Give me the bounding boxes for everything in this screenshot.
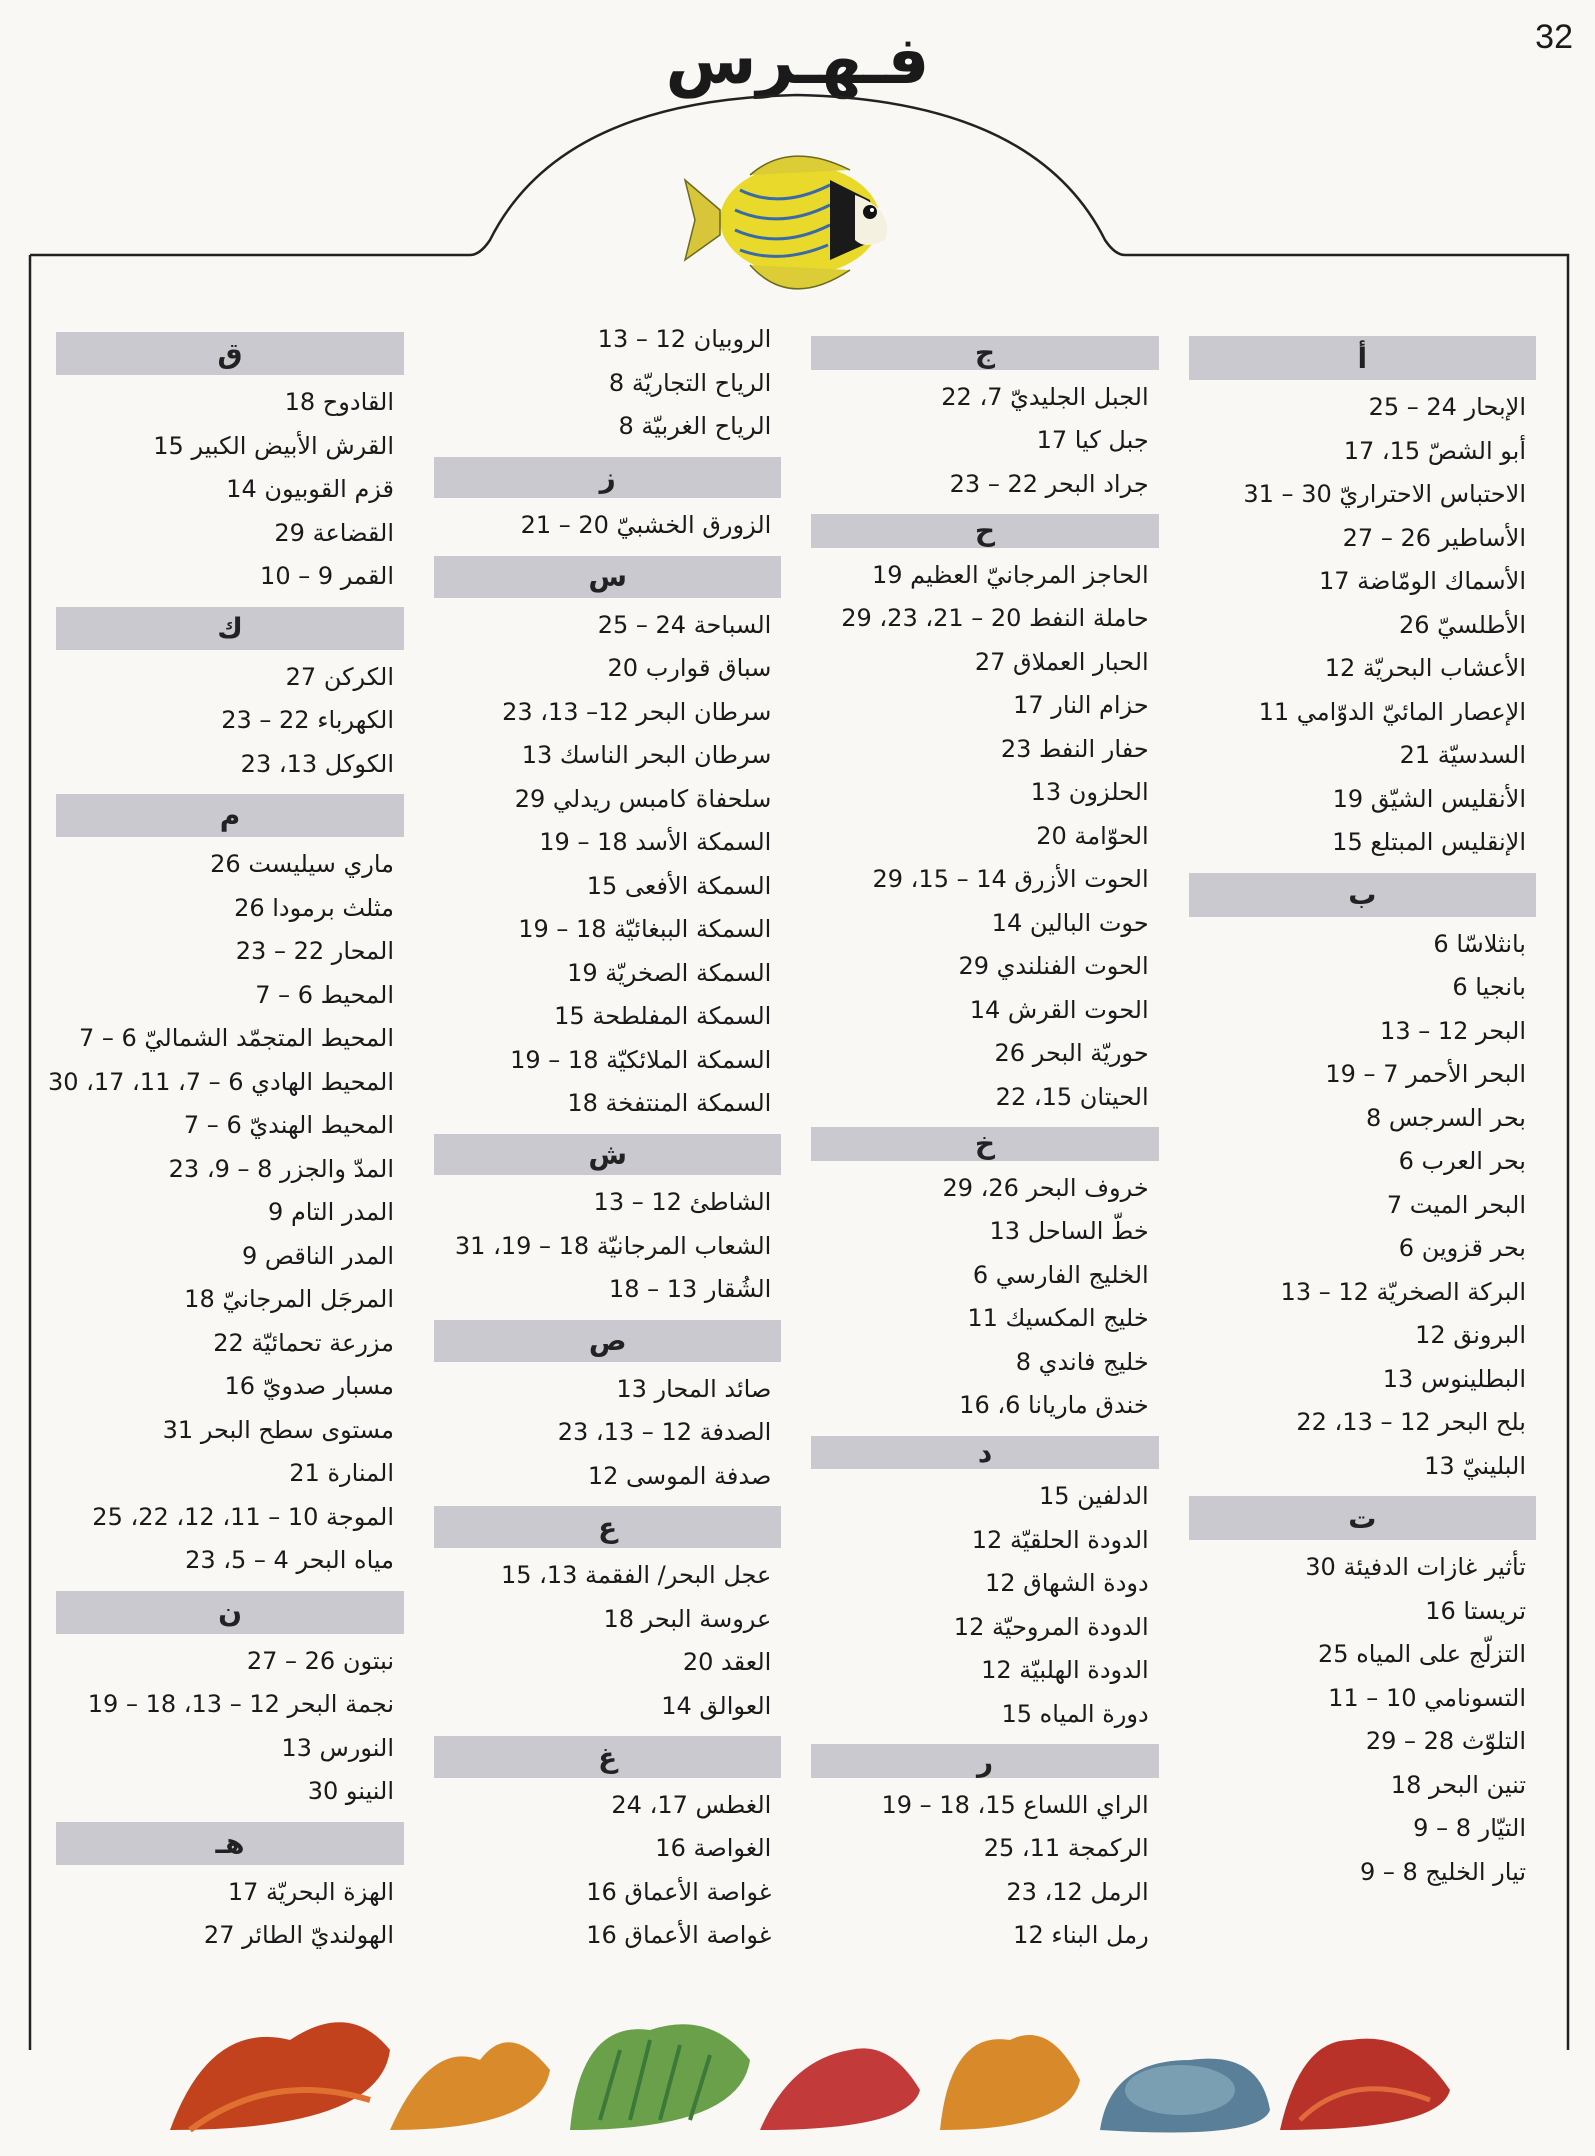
index-entry: السباحة 24 – 25	[597, 610, 772, 639]
index-entry: الحوّامة 20	[1036, 821, 1149, 850]
index-entry: الجبل الجليديّ 7، 22	[941, 382, 1149, 411]
index-column-3	[434, 318, 781, 1958]
index-entry: الحوت الأزرق 14 – 15، 29	[872, 865, 1149, 894]
index-entry: الرمل 12، 23	[1006, 1877, 1149, 1906]
index-entry: الشعاب المرجانيّة 18 – 19، 31	[454, 1231, 772, 1260]
index-entry: بانجيا 6	[1452, 973, 1526, 1001]
index-entry: الروبيان 12 – 13	[597, 325, 772, 353]
index-entry: السمكة المنتفخة 18	[567, 1089, 772, 1118]
index-column-2	[811, 318, 1158, 1958]
letter-header: ح	[811, 514, 1158, 548]
index-entry: العقد 20	[682, 1648, 772, 1677]
index-entry: الكركن 27	[285, 662, 395, 691]
index-entry: تنين البحر 18	[1390, 1770, 1526, 1799]
index-entry: الشاطئ 12 – 13	[593, 1188, 772, 1217]
index-entry: تيار الخليج 8 – 9	[1359, 1857, 1526, 1886]
index-entry: البركة الصخريّة 12 – 13	[1280, 1277, 1526, 1306]
index-entry: الخليج الفارسي 6	[972, 1260, 1149, 1289]
index-entry: الدودة الحلقيّة 12	[971, 1525, 1149, 1554]
index-entry: حوت البالين 14	[991, 908, 1149, 937]
coral-reef-illustration	[150, 1980, 1470, 2150]
index-entry: المحيط 6 – 7	[255, 980, 395, 1009]
letter-header: خ	[811, 1127, 1158, 1161]
letter-header: ر	[811, 1744, 1158, 1778]
page-title: فـهـرس	[665, 22, 930, 99]
index-entry: الحاجز المرجانيّ العظيم 19	[871, 560, 1149, 589]
index-entry: سرطان البحر الناسك 13	[521, 741, 772, 770]
index-entry: مياه البحر 4 – 5، 23	[185, 1546, 395, 1575]
index-entry: الدلفين 15	[1038, 1482, 1149, 1511]
index-entry: الأطلسيّ 26	[1399, 610, 1526, 639]
index-entry: التسونامي 10 – 11	[1328, 1683, 1526, 1712]
index-entry: المدّ والجزر 8 – 9، 23	[168, 1154, 395, 1183]
index-entry: الحيتان 15، 22	[995, 1082, 1149, 1111]
index-entry: الغطس 17، 24	[611, 1790, 772, 1819]
letter-header: ن	[56, 1591, 404, 1634]
index-entry: المدر الناقص 9	[242, 1241, 395, 1270]
page-number: 32	[1535, 18, 1573, 56]
index-entry: الدودة الهلبيّة 12	[981, 1656, 1149, 1685]
index-entry: رمل البناء 12	[1013, 1921, 1149, 1950]
index-entry: خليج المكسيك 11	[967, 1304, 1149, 1333]
angelfish-illustration	[680, 140, 920, 300]
letter-header: د	[811, 1436, 1158, 1470]
index-column-4	[47, 318, 404, 1958]
index-entry: السدسيّة 21	[1399, 741, 1526, 769]
index-entry: بحر العرب 6	[1398, 1147, 1526, 1175]
index-entry: السمكة الأسد 18 – 19	[539, 828, 772, 857]
index-entry: الأنقليس الشيّق 19	[1332, 784, 1526, 813]
index-entry: البحر الأحمر 7 – 19	[1325, 1060, 1526, 1088]
index-entry: البطلينوس 13	[1382, 1364, 1526, 1393]
index-entry: حفار النفط 23	[1000, 734, 1149, 763]
letter-header: ب	[1189, 873, 1536, 917]
index-entry: سرطان البحر 12– 13، 23	[502, 697, 772, 726]
index-entry: مثلث برمودا 26	[234, 893, 395, 922]
index-entry: الأعشاب البحريّة 12	[1324, 654, 1526, 682]
index-entry: السمكة الأفعى 15	[586, 871, 772, 900]
index-entry: غواصة الأعماق 16	[586, 1877, 772, 1906]
index-entry: النورس 13	[281, 1733, 395, 1762]
index-entry: نجمة البحر 12 – 13، 18 – 19	[87, 1690, 395, 1719]
index-entry: عجل البحر/ الفقمة 13، 15	[500, 1561, 772, 1590]
index-entry: الحوت الفنلندي 29	[958, 952, 1149, 981]
index-entry: الغواصة 16	[655, 1834, 772, 1863]
index-entry: المدر التام 9	[268, 1198, 395, 1227]
letter-header: ز	[434, 457, 781, 499]
letter-header: ص	[434, 1320, 781, 1362]
index-columns	[47, 318, 1536, 1958]
index-entry: بحر قزوين 6	[1398, 1234, 1526, 1262]
index-entry: البحر 12 – 13	[1380, 1016, 1526, 1045]
index-entry: عروسة البحر 18	[603, 1604, 772, 1633]
index-entry: الكوكل 13، 23	[240, 749, 395, 778]
index-entry: العوالق 14	[661, 1691, 772, 1720]
index-entry: الرياح الغربيّة 8	[618, 412, 772, 440]
letter-header: غ	[434, 1736, 781, 1778]
index-entry: الصدفة 12 – 13، 23	[557, 1418, 772, 1447]
letter-header: ش	[434, 1134, 781, 1176]
letter-header: هـ	[56, 1822, 404, 1865]
index-entry: التزلّج على المياه 25	[1318, 1640, 1526, 1668]
index-entry: الدودة المروحيّة 12	[953, 1612, 1149, 1641]
letter-header: ق	[56, 332, 404, 375]
index-entry: الشُقار 13 – 18	[608, 1275, 772, 1304]
letter-header: س	[434, 556, 781, 598]
index-entry: القادوح 18	[284, 388, 395, 417]
index-entry: الأسماك الومّاضة 17	[1318, 567, 1526, 595]
index-entry: أبو الشصّ 15، 17	[1343, 436, 1526, 465]
index-entry: قزم القوبيون 14	[226, 475, 395, 504]
index-entry: صدفة الموسى 12	[587, 1461, 772, 1490]
index-entry: مستوى سطح البحر 31	[162, 1415, 395, 1444]
index-entry: الإنقليس المبتلع 15	[1332, 828, 1526, 856]
index-entry: مزرعة تحمائيّة 22	[213, 1328, 395, 1357]
index-entry: الأساطير 26 – 27	[1342, 523, 1526, 552]
index-entry: المحيط الهادي 6 – 7، 11، 17، 30	[47, 1067, 395, 1096]
index-entry: الرياح التجاريّة 8	[608, 368, 772, 397]
index-entry: خندق ماريانا 6، 16	[959, 1391, 1149, 1420]
index-entry: حوريّة البحر 26	[994, 1039, 1149, 1068]
index-entry: الموجة 10 – 11، 12، 22، 25	[92, 1502, 395, 1531]
index-entry: مسبار صدويّ 16	[224, 1372, 395, 1401]
index-entry: دورة المياه 15	[1001, 1699, 1149, 1728]
index-entry: الحبار العملاق 27	[974, 647, 1149, 676]
index-entry: الإبحار 24 – 25	[1368, 393, 1526, 421]
index-entry: غواصة الأعماق 16	[586, 1921, 772, 1950]
index-entry: السمكة الببغائيّة 18 – 19	[518, 915, 772, 944]
index-entry: التيّار 8 – 9	[1413, 1814, 1526, 1842]
index-entry: سباق قوارب 20	[607, 654, 772, 683]
index-entry: الزورق الخشبيّ 20 – 21	[520, 511, 772, 540]
letter-header: أ	[1189, 336, 1536, 380]
index-entry: التلوّث 28 – 29	[1365, 1727, 1526, 1755]
index-entry: المرجَل المرجانيّ 18	[184, 1285, 395, 1314]
index-entry: السمكة المفلطحة 15	[554, 1002, 772, 1031]
index-entry: حزام النار 17	[1013, 691, 1149, 720]
index-entry: حاملة النفط 20 – 21، 23، 29	[841, 604, 1149, 633]
index-entry: الكهرباء 22 – 23	[221, 706, 395, 735]
letter-header: م	[56, 794, 404, 837]
letter-header: ك	[56, 607, 404, 650]
index-entry: خطّ الساحل 13	[989, 1217, 1149, 1246]
index-entry: صائد المحار 13	[616, 1374, 772, 1403]
index-entry: البحر الميت 7	[1386, 1190, 1526, 1219]
index-column-1	[1189, 318, 1536, 1958]
index-entry: تأثير غازات الدفيئة 30	[1305, 1553, 1526, 1581]
index-entry: سلحفاة كامبس ريدلي 29	[514, 784, 772, 813]
index-entry: بانثلاسّا 6	[1433, 929, 1526, 958]
index-entry: الهولنديّ الطائر 27	[203, 1921, 395, 1950]
index-entry: جبل كيا 17	[1036, 426, 1149, 455]
index-entry: البلينيّ 13	[1424, 1451, 1526, 1480]
index-entry: البرونق 12	[1415, 1321, 1526, 1349]
index-entry: دودة الشهاق 12	[984, 1569, 1149, 1598]
letter-header: ج	[811, 336, 1158, 370]
index-entry: ماري سيليست 26	[210, 850, 395, 879]
index-entry: خليج فاندي 8	[1015, 1347, 1149, 1376]
index-entry: المحار 22 – 23	[235, 937, 395, 966]
index-entry: القضاعة 29	[274, 518, 395, 547]
index-entry: بلح البحر 12 – 13، 22	[1296, 1408, 1526, 1436]
index-entry: الهزة البحريّة 17	[227, 1877, 395, 1906]
index-entry: الركمجة 11، 25	[983, 1834, 1149, 1863]
index-entry: الحلزون 13	[1030, 778, 1149, 807]
index-entry: الحوت القرش 14	[969, 995, 1149, 1024]
index-entry: بحر السرجس 8	[1365, 1103, 1526, 1132]
index-entry: المنارة 21	[289, 1459, 395, 1488]
index-entry: جراد البحر 22 – 23	[949, 469, 1149, 498]
letter-header: ع	[434, 1506, 781, 1548]
index-entry: السمكة الملائكيّة 18 – 19	[510, 1045, 772, 1074]
letter-header: ت	[1189, 1496, 1536, 1540]
index-entry: السمكة الصخريّة 19	[567, 958, 772, 987]
index-entry: نبتون 26 – 27	[246, 1646, 395, 1675]
index-entry: المحيط المتجمّد الشماليّ 6 – 7	[78, 1024, 395, 1053]
index-entry: الراي اللساع 15، 18 – 19	[881, 1790, 1149, 1819]
index-entry: الإعصار المائيّ الدوّامي 11	[1258, 697, 1526, 726]
index-entry: الاحتباس الاحتراريّ 30 – 31	[1243, 480, 1526, 508]
index-entry: النينو 30	[307, 1777, 395, 1806]
index-entry: المحيط الهنديّ 6 – 7	[183, 1111, 395, 1140]
index-entry: خروف البحر 26، 29	[942, 1173, 1149, 1202]
index-entry: القمر 9 – 10	[260, 562, 395, 591]
index-entry: تريستا 16	[1425, 1596, 1526, 1625]
index-entry: القرش الأبيض الكبير 15	[153, 431, 395, 460]
